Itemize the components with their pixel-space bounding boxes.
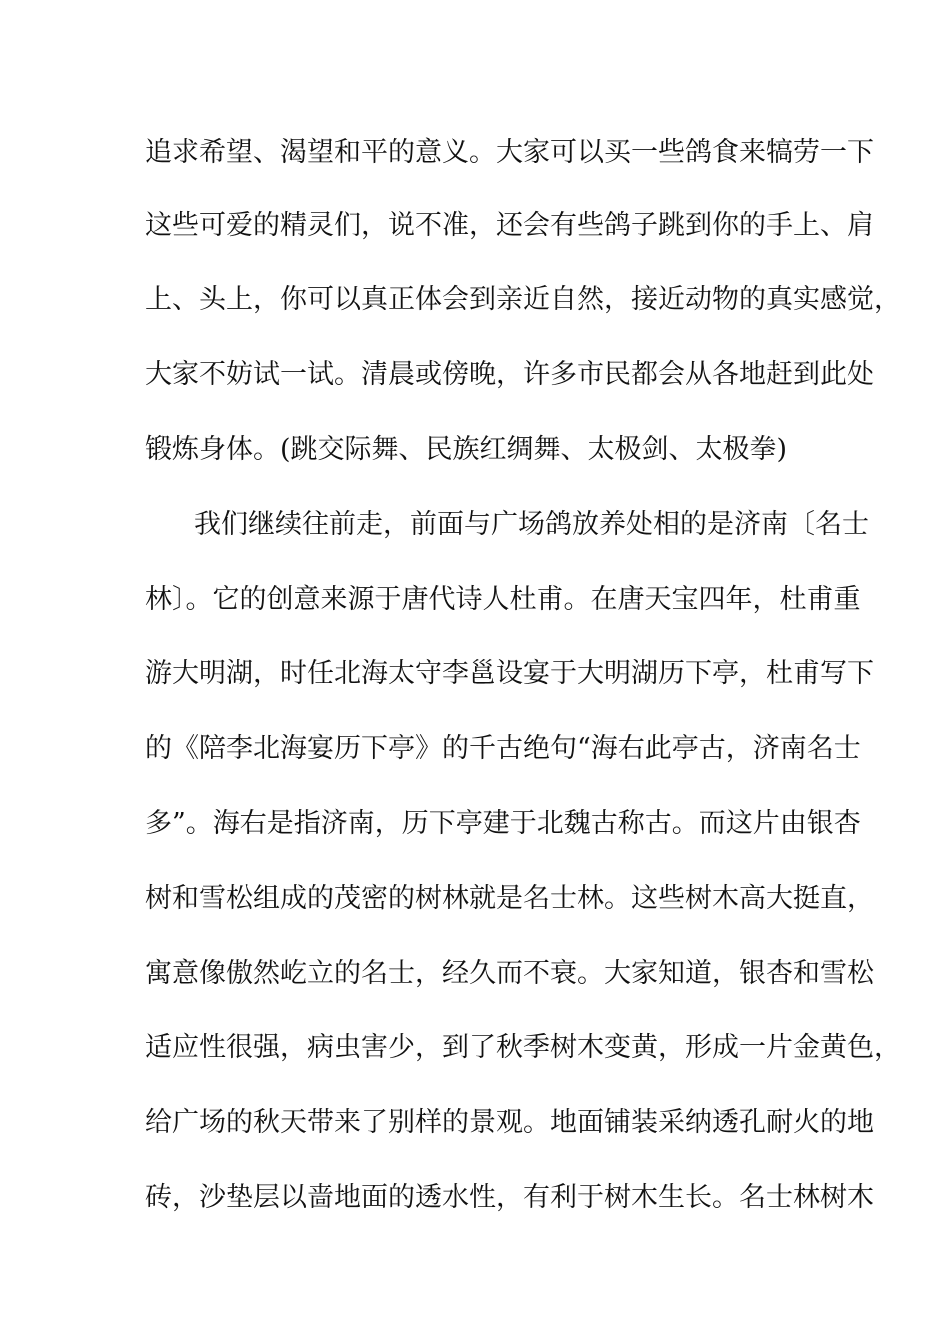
- text-line: 树和雪松组成的茂密的树林就是名士林。这些树木高大挺直，: [145, 883, 874, 914]
- text-line: 锻炼身体。(跳交际舞、民族红绸舞、太极剑、太极拳): [145, 434, 788, 465]
- paragraph-first-line: 我们继续往前走，前面与广场鸽放养处相的是济南〔名士: [194, 509, 869, 540]
- text-line: 砖，沙垫层以啬地面的透水性，有利于树木生长。名士林树木: [145, 1182, 874, 1213]
- text-line: 林〕。它的创意来源于唐代诗人杜甫。在唐天宝四年，杜甫重: [145, 584, 861, 615]
- text-line: 的《陪李北海宴历下亭》的千古绝句“海右此亭古，济南名士: [145, 733, 861, 764]
- text-line: 这些可爱的精灵们，说不准，还会有些鸽子跳到你的手上、肩: [145, 210, 874, 241]
- text-line: 大家不妨试一试。清晨或傍晚，许多市民都会从各地赶到此处: [145, 359, 874, 390]
- text-line: 多”。海右是指济南，历下亭建于北魏古称古。而这片由银杏: [145, 808, 861, 839]
- text-line: 追求希望、渴望和平的意义。大家可以买一些鸽食来犒劳一下: [145, 137, 874, 168]
- text-line: 适应性很强，病虫害少，到了秋季树木变黄，形成一片金黄色，: [145, 1032, 901, 1063]
- text-line: 游大明湖，时任北海太守李邕设宴于大明湖历下亭，杜甫写下: [145, 658, 874, 689]
- text-line: 寓意像傲然屹立的名士，经久而不衰。大家知道，银杏和雪松: [145, 958, 874, 989]
- text-line: 给广场的秋天带来了别样的景观。地面铺装采纳透孔耐火的地: [145, 1107, 874, 1138]
- text-line: 上、头上，你可以真正体会到亲近自然，接近动物的真实感觉，: [145, 284, 901, 315]
